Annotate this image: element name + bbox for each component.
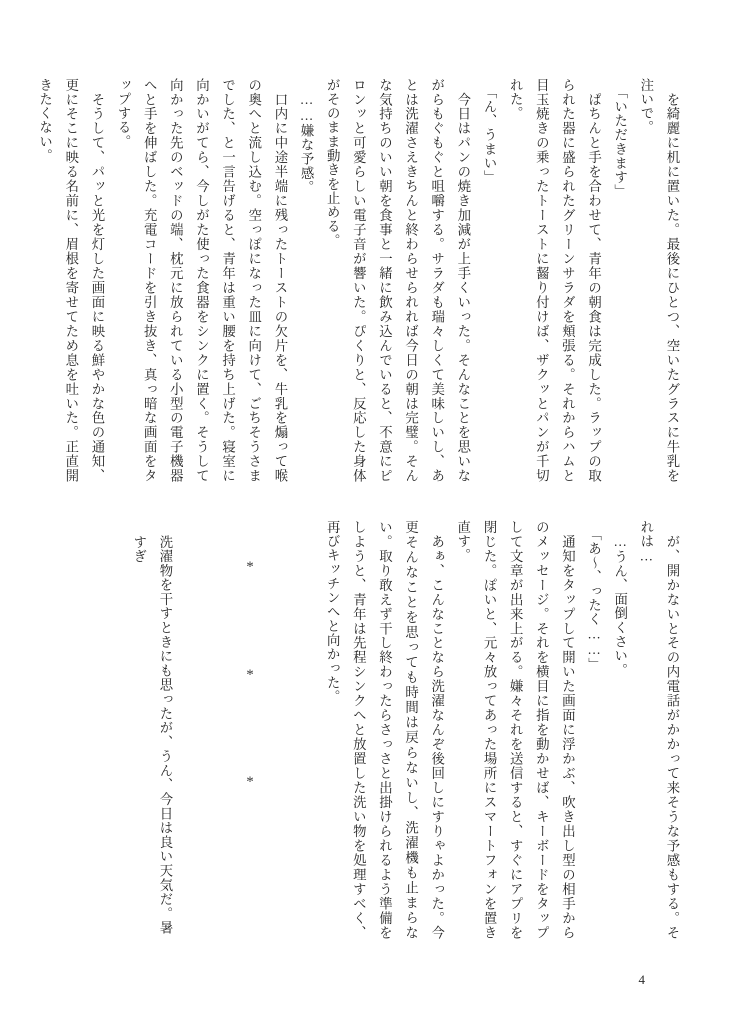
paragraph: …うん、面倒くさい。 [612,520,628,678]
paragraph: あぁ、こんなことなら洗濯なんぞ後回しにすりゃよかった。今更そんなことを思っても時間は戻らないし、洗濯機も止まらない。取り敢えず干し終わったらさっさと出掛けられるよう準備をしようと、青年は先程シンクへと放置した洗い物を処理すべく、再びキッチンへと向かった。 [325,520,445,940]
body-text-block-three: 洗濯物を干すときにも思ったが、うん、今日は良い天気だ。暑すぎ [131,535,173,935]
paragraph: ……嫌な予感。 [299,78,315,195]
paragraph: 通知をタップして開いた画面に浮かぶ、吹き出し型の相手からのメッセージ。それを横目に指を動かせば、キーボードをタップして文章が出来上がる。嫌々それを送信すると、すぐにアプリを閉じた。ぽいと、元々放ってあった場所にスマートフォンを置き直す。 [455,520,576,940]
body-text-block-two [325,520,685,940]
paragraph: 今日はパンの焼き加減が上手くいった。そんなことを思いながらもぐもぐと咀嚼する。サラダも瑞々しくて美味しいし、あとは洗濯さえきちんと終わらせられれば今日の朝は完璧。そんな気持ちのいい朝を食事と一緒に飲み込んでいると、不意にピロンッと可愛らしい電子音が響いた。ぴくりと、反応した身体がそのまま動きを止める。 [325,78,471,483]
paragraph: 「あ〜、ったく……」 [586,520,602,673]
asterisk-glyph-3: * [246,774,254,790]
paragraph: 「いただきます」 [612,78,628,199]
asterisk-glyph-2: * [246,666,254,683]
paragraph: 口内に中途半端に残ったトーストの欠片を、牛乳を煽って喉の奥へと流し込む。空っぽになった皿に向けて、ごちそうさまでした、と一言告げると、青年は重い腰を持ち上げた。寝室に向かいがてら、今しがた使った食器をシンクに置く。そうして向かった先のベッドの端、枕元に放られている小型の電子機器へと手を伸ばした。充電コードを引き抜き、真っ暗な画面をタップする。 [116,78,288,483]
page-number: 4 [638,972,645,987]
asterisk-glyph-1: * [246,559,254,575]
body-text-block-one [37,78,685,483]
paragraph: を綺麗に机に置いた。最後にひとつ、空いたグラスに牛乳を注いで。 [638,78,680,483]
paragraph: が、開かないとその内電話がかかって来そうな予感もする。それは… [638,520,680,940]
scene-break-separator [237,560,263,790]
paragraph: そうして、パッと光を灯した画面に映る鮮やかな色の通知、更にそこに映る名前に、眉根を寄せてため息を吐いた。正直開きたくない。 [37,78,105,483]
paragraph: ぱちんと手を合わせて、青年の朝食は完成した。ラップの取られた器に盛られたグリーンサラダを頬張る。それからハムと目玉焼きの乗ったトーストに齧り付けば、ザクッとパンが千切れた。 [508,78,602,483]
paragraph: 「ん、うまい」 [482,78,498,185]
